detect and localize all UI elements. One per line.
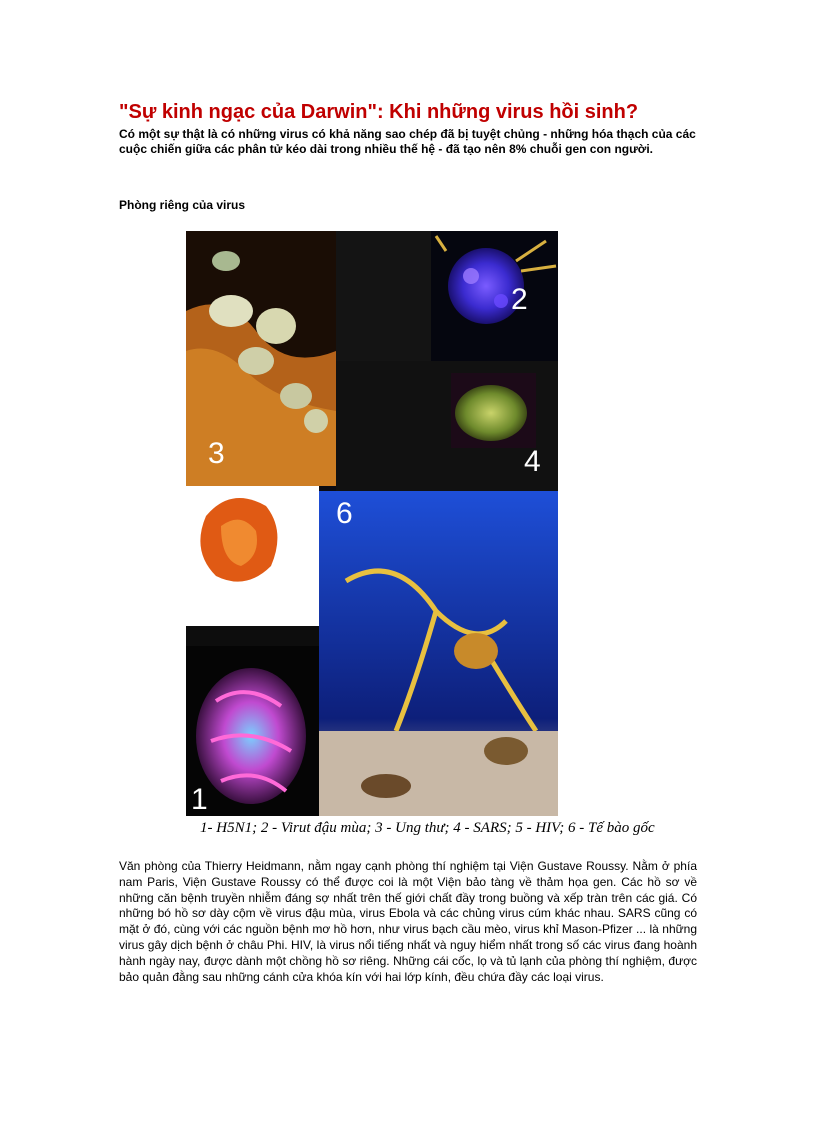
panel-smallpox	[431, 231, 558, 361]
panel-number-5: 5	[251, 573, 268, 606]
section-heading: Phòng riêng của virus	[119, 198, 246, 212]
panel-number-4: 4	[524, 445, 541, 478]
text-strip	[336, 231, 431, 361]
panel-number-3: 3	[208, 437, 225, 470]
article-body: Văn phòng của Thierry Heidmann, nằm ngay cạnh phòng thí nghiệm tại Viện Gustave Roussy. Nằm ở phía nam Paris, Viện Gustave Roussy có thể được coi là một Viện bảo tàng về thảm họa gen. Các hồ sơ về những căn bệnh truyền nhiễm đáng sợ nhất trên thế giới chất đầy trong buồng và xếp tràn trên các giá. Có những bó hồ sơ dày cộm về virus đậu mùa, virus Ebola và các chủng virus cúm khác nhau. SARS cũng có mặt ở đó, cùng với các nguồn bệnh mơ hồ hơn, như virus bạch cầu mèo, virus khỉ Mason-Pfizer ... là những virus gây dịch bệnh ở châu Phi. HIV, là virus nổi tiếng nhất và nguy hiểm nhất trong số các virus đang hoành hành ngày nay, được dành một chồng hồ sơ riêng. Những cái cốc, lọ và tủ lạnh của phòng thí nghiệm, được bảo quản đằng sau những cánh cửa khóa kín với hai lớp kính, đều chứa đầy các loại virus.	[119, 859, 697, 984]
panel-number-1: 1	[191, 783, 208, 816]
panel-stem-cell	[319, 491, 558, 816]
panel-hiv	[186, 486, 319, 646]
panel-number-6: 6	[336, 497, 353, 530]
article-title: "Sự kinh ngạc của Darwin": Khi những virus hồi sinh?	[119, 101, 639, 123]
article-lead: Có một sự thật là có những virus có khả năng sao chép đã bị tuyệt chủng - những hóa thạch của các cuộc chiến giữa các phân tử kéo dài trong nhiều thế hệ - đã tạo nên 8% chuỗi gen con người.	[119, 127, 696, 156]
figure-caption: 1- H5N1; 2 - Virut đậu mùa; 3 - Ung thư; 4 - SARS; 5 - HIV; 6 - Tế bào gốc	[200, 820, 655, 836]
virus-collage-image	[186, 231, 558, 816]
panel-number-2: 2	[511, 283, 528, 316]
